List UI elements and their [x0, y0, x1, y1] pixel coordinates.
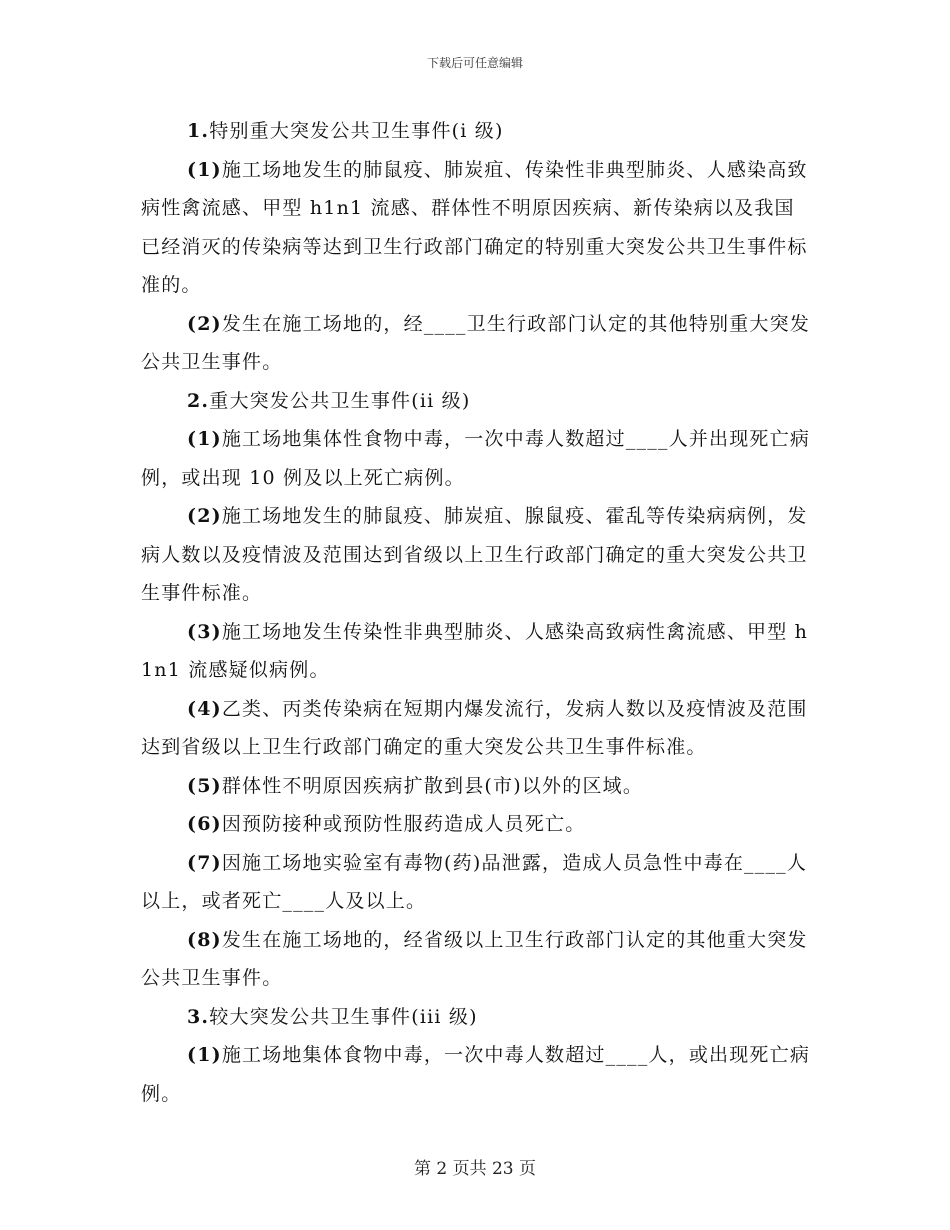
item-number: 3.	[187, 1005, 210, 1028]
section-heading-3	[141, 998, 811, 1037]
list-item	[141, 613, 811, 690]
list-item	[141, 305, 811, 382]
item-number: (1)	[187, 1044, 222, 1066]
item-text: 因施工场地实验室有毒物(药)品泄露，造成人员急性中毒在____人以上，或者死亡____人及以上。	[141, 851, 808, 912]
list-item	[141, 805, 811, 844]
section-heading-1	[141, 112, 811, 151]
list-item	[141, 151, 811, 305]
section-heading-2	[141, 382, 811, 421]
item-number: (8)	[187, 928, 222, 951]
item-number: (2)	[187, 505, 222, 527]
item-text: 较大突发公共卫生事件(iii 级)	[209, 1005, 478, 1028]
item-text: 施工场地集体食物中毒，一次中毒人数超过____人，或出现死亡病例。	[141, 1044, 811, 1105]
item-number: (1)	[187, 158, 222, 181]
item-text: 发生在施工场地的，经____卫生行政部门认定的其他特别重大突发公共卫生事件。	[141, 312, 811, 373]
item-number: (5)	[187, 774, 222, 797]
item-text: 乙类、丙类传染病在短期内爆发流行，发病人数以及疫情波及范围达到省级以上卫生行政部门确定的重大突发公共卫生事件标准。	[141, 697, 808, 758]
item-text: 施工场地发生的肺鼠疫、肺炭疽、传染性非典型肺炎、人感染高致病性禽流感、甲型 h1n1 流感、群体性不明原因疾病、新传染病以及我国已经消灭的传染病等达到卫生行政部门确定的特别重大突发公共卫生事件标准的。	[141, 158, 808, 296]
document-body	[141, 112, 811, 1113]
item-text: 特别重大突发公共卫生事件(i 级)	[209, 120, 504, 142]
item-number: (6)	[187, 813, 222, 835]
list-item	[141, 420, 811, 497]
item-number: (4)	[187, 697, 222, 720]
item-text: 群体性不明原因疾病扩散到县(市)以外的区域。	[221, 774, 644, 797]
list-item	[141, 497, 811, 613]
page-header: 下载后可任意编辑	[426, 56, 523, 70]
list-item	[141, 1036, 811, 1113]
item-text: 施工场地发生传染性非典型肺炎、人感染高致病性禽流感、甲型 h1n1 流感疑似病例。	[141, 620, 809, 681]
item-text: 施工场地发生的肺鼠疫、肺炭疽、腺鼠疫、霍乱等传染病病例，发病人数以及疫情波及范围达到省级以上卫生行政部门确定的重大突发公共卫生事件标准。	[141, 505, 808, 604]
item-number: (7)	[187, 851, 222, 874]
item-number: 1.	[187, 120, 210, 142]
page-footer: 第 2 页共 23 页	[413, 1159, 537, 1179]
item-text: 施工场地集体性食物中毒，一次中毒人数超过____人并出现死亡病例，或出现 10 例及以上死亡病例。	[141, 428, 811, 489]
item-text: 因预防接种或预防性服药造成人员死亡。	[221, 813, 586, 835]
item-number: (2)	[187, 312, 222, 335]
item-number: 2.	[187, 389, 210, 412]
list-item	[141, 767, 811, 806]
item-number: (3)	[187, 620, 222, 643]
list-item	[141, 844, 811, 921]
item-number: (1)	[187, 428, 222, 450]
item-text: 发生在施工场地的，经省级以上卫生行政部门认定的其他重大突发公共卫生事件。	[141, 928, 808, 989]
list-item	[141, 921, 811, 998]
list-item	[141, 690, 811, 767]
item-text: 重大突发公共卫生事件(ii 级)	[209, 389, 471, 412]
